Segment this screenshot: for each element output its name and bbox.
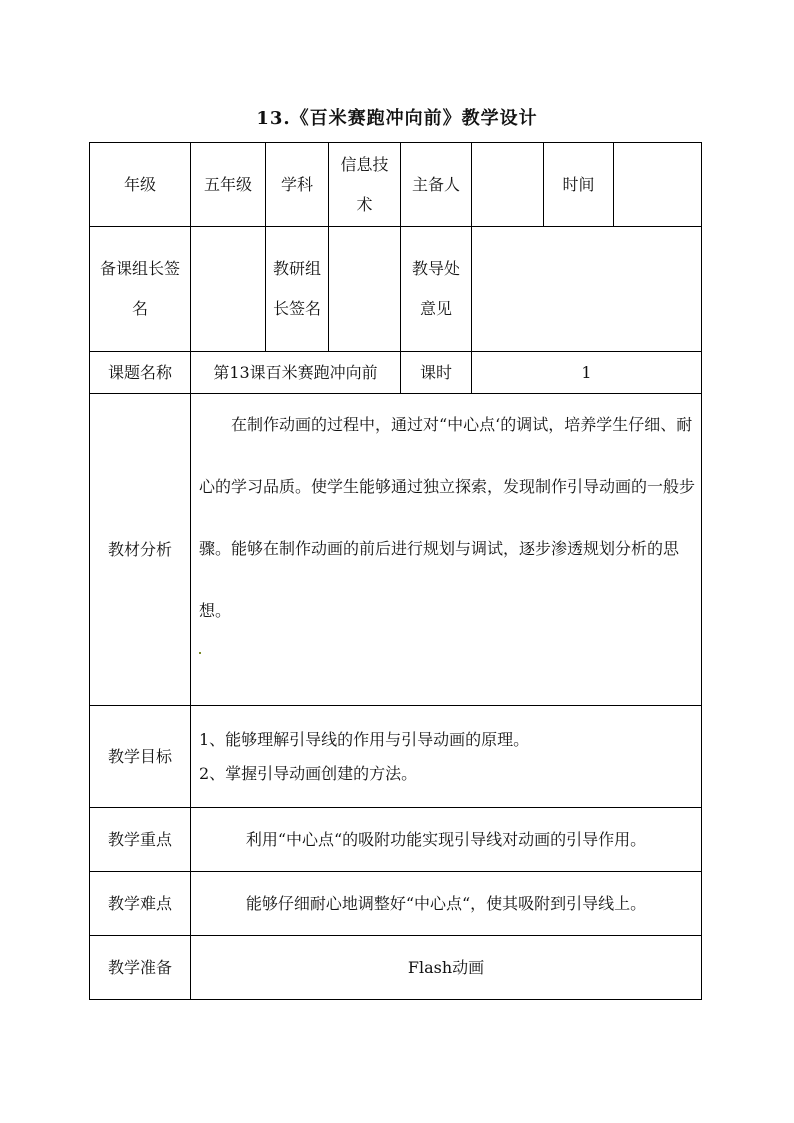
preparation-label: 教学准备 [90, 936, 191, 1000]
office-opinion-label: 教导处意见 [401, 227, 472, 352]
office-opinion-value [472, 227, 702, 352]
difficulties-label: 教学难点 [90, 872, 191, 936]
topic-value: 第13课百米赛跑冲向前 [191, 352, 401, 394]
table-row [90, 352, 702, 394]
decorative-dot [199, 642, 695, 672]
subject-label: 学科 [266, 143, 329, 227]
preparation-text: Flash动画 [191, 936, 702, 1000]
research-leader-value [329, 227, 401, 352]
time-value [614, 143, 702, 227]
analysis-text: 在制作动画的过程中，通过对“中心点‘的调试，培养学生仔细、耐心的学习品质。使学生能够通过独立探索，发现制作引导动画的一般步骤。能够在制作动画的前后进行规划与调试，逐步渗透规划分析的思想。 [199, 415, 696, 620]
key-points-text: 利用“中心点“的吸附功能实现引导线对动画的引导作用。 [191, 808, 702, 872]
period-value: 1 [472, 352, 702, 394]
difficulties-text: 能够仔细耐心地调整好“中心点“，使其吸附到引导线上。 [191, 872, 702, 936]
group-leader-value [191, 227, 266, 352]
research-leader-label: 教研组长签名 [266, 227, 329, 352]
topic-label: 课题名称 [90, 352, 191, 394]
document-title: 13.《百米赛跑冲向前》教学设计 [256, 108, 538, 129]
group-leader-label: 备课组长签名 [90, 227, 191, 352]
goal-item: 2、掌握引导动画创建的方法。 [199, 763, 418, 783]
table-row [90, 808, 702, 872]
goals-label: 教学目标 [90, 706, 191, 808]
table-row [90, 227, 702, 352]
preparer-value [472, 143, 544, 227]
grade-label: 年级 [90, 143, 191, 227]
time-label: 时间 [544, 143, 614, 227]
table-row [90, 936, 702, 1000]
table-row [90, 706, 702, 808]
table-row [90, 872, 702, 936]
table-row [90, 394, 702, 706]
grade-value: 五年级 [191, 143, 266, 227]
table-row [90, 143, 702, 227]
subject-value: 信息技术 [329, 143, 401, 227]
analysis-cell [191, 394, 702, 706]
analysis-label: 教材分析 [90, 394, 191, 706]
lesson-plan-table [89, 142, 702, 1000]
goal-item: 1、能够理解引导线的作用与引导动画的原理。 [199, 729, 530, 749]
period-label: 课时 [401, 352, 472, 394]
key-points-label: 教学重点 [90, 808, 191, 872]
preparer-label: 主备人 [401, 143, 472, 227]
goals-cell [191, 706, 702, 808]
